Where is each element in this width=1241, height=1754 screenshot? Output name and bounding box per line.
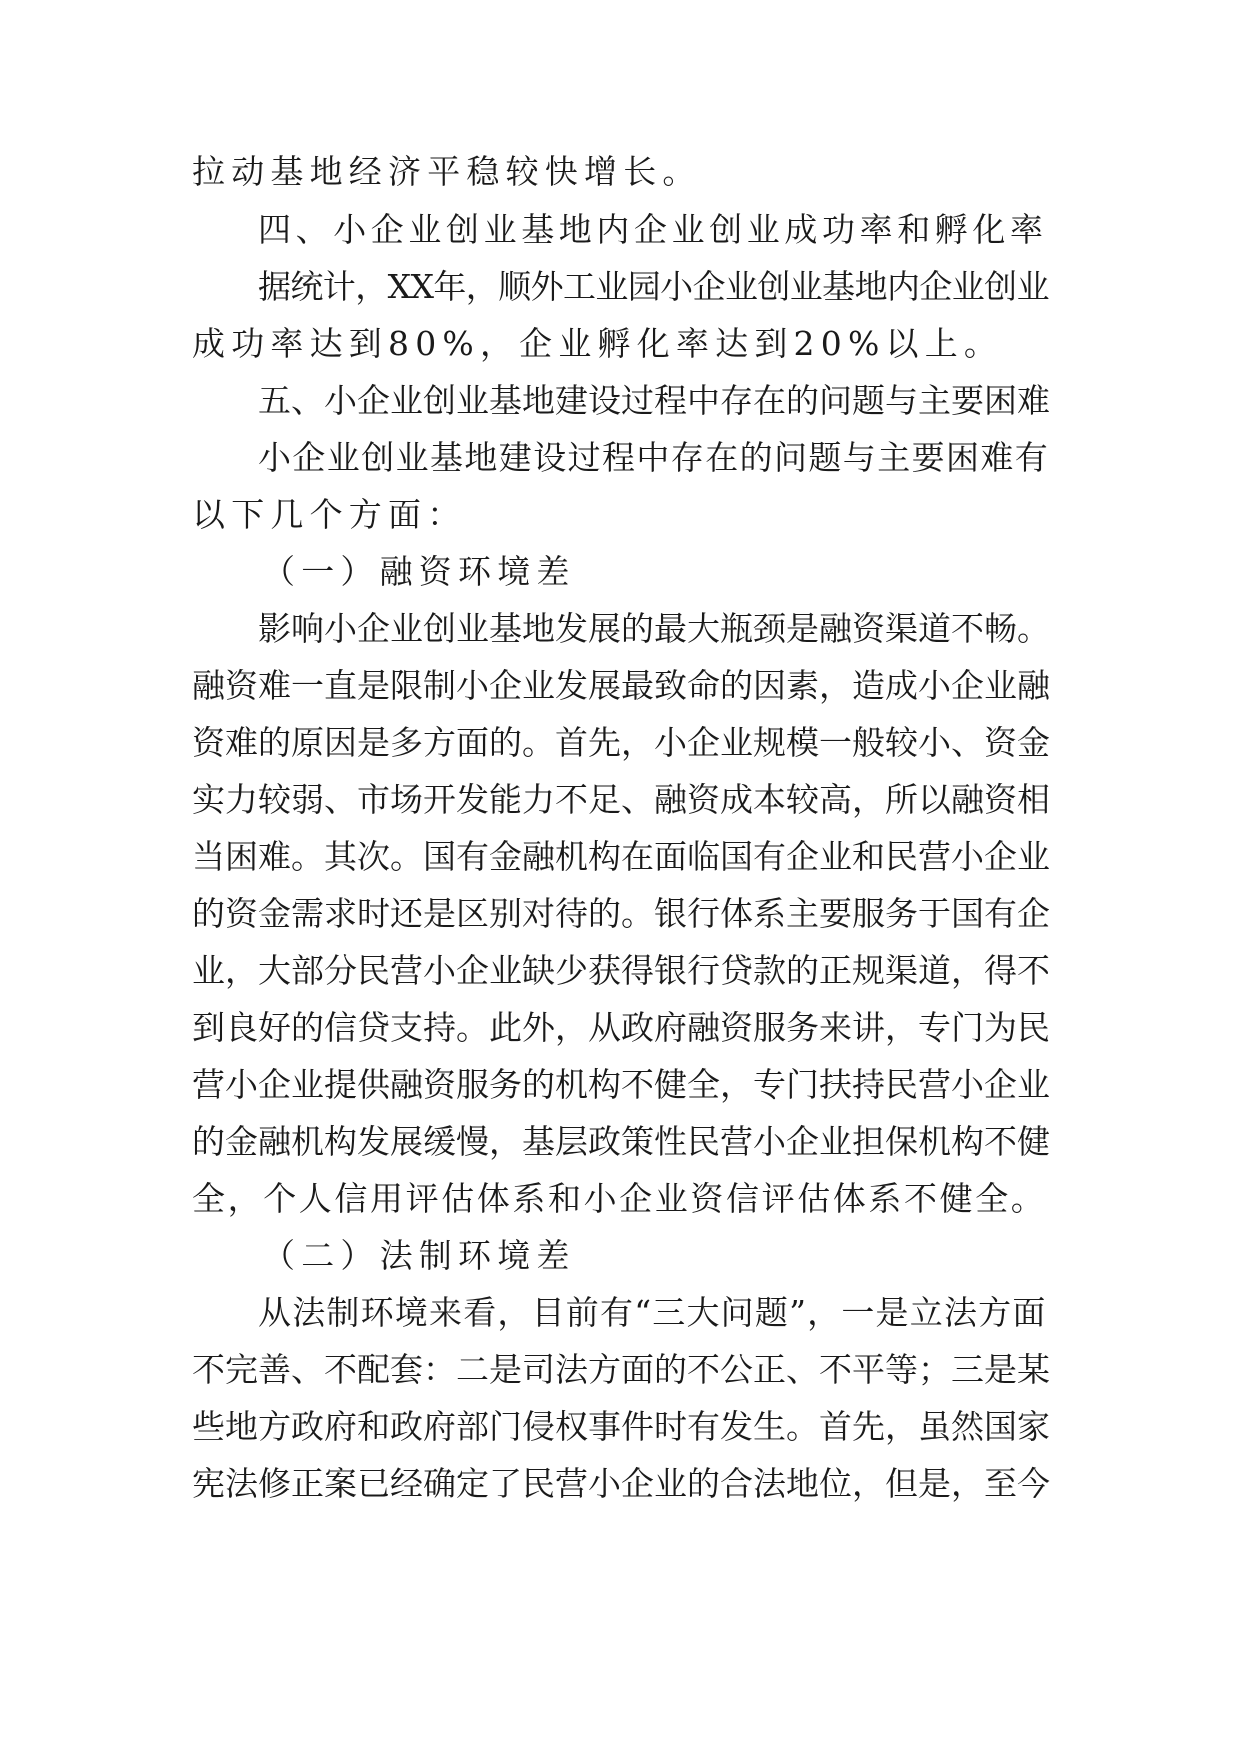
section-heading-4: 四、小企业创业基地内企业创业成功率和孵化率 xyxy=(258,210,1048,249)
paragraph-line: 业，大部分民营小企业缺少获得银行贷款的正规渠道，得不 xyxy=(192,951,1050,990)
paragraph-line: 全，个人信用评估体系和小企业资信评估体系不健全。 xyxy=(192,1179,1047,1218)
subsection-heading-2: （二）法制环境差 xyxy=(262,1236,576,1275)
paragraph-line: 拉动基地经济平稳较快增长。 xyxy=(192,152,702,191)
paragraph-line: 小企业创业基地建设过程中存在的问题与主要困难有 xyxy=(258,438,1050,477)
paragraph-line: 些地方政府和政府部门侵权事件时有发生。首先，虽然国家 xyxy=(192,1407,1050,1446)
paragraph-line: 实力较弱、市场开发能力不足、融资成本较高，所以融资相 xyxy=(192,780,1050,819)
paragraph-line: 当困难。其次。国有金融机构在面临国有企业和民营小企业 xyxy=(192,837,1050,876)
paragraph-line: 不完善、不配套：二是司法方面的不公正、不平等；三是某 xyxy=(192,1350,1050,1389)
paragraph-line: 融资难一直是限制小企业发展最致命的因素，造成小企业融 xyxy=(192,666,1050,705)
paragraph-line: 的金融机构发展缓慢，基层政策性民营小企业担保机构不健 xyxy=(192,1122,1050,1161)
subsection-heading-1: （一）融资环境差 xyxy=(262,552,576,591)
paragraph-line: 宪法修正案已经确定了民营小企业的合法地位，但是，至今 xyxy=(192,1464,1050,1503)
paragraph-line: 营小企业提供融资服务的机构不健全，专门扶持民营小企业 xyxy=(192,1065,1050,1104)
paragraph-line: 影响小企业创业基地发展的最大瓶颈是融资渠道不畅。 xyxy=(258,609,1050,648)
paragraph-line: 据统计，XX年，顺外工业园小企业创业基地内企业创业 xyxy=(258,267,1049,306)
paragraph-line: 到良好的信贷支持。此外，从政府融资服务来讲，专门为民 xyxy=(192,1008,1050,1047)
paragraph-line: 资难的原因是多方面的。首先，小企业规模一般较小、资金 xyxy=(192,723,1050,762)
paragraph-line: 从法制环境来看，目前有“三大问题”，一是立法方面 xyxy=(258,1293,1047,1332)
paragraph-line: 成功率达到80%，企业孵化率达到20%以上。 xyxy=(192,324,1004,363)
paragraph-line: 以下几个方面： xyxy=(192,495,467,534)
section-heading-5: 五、小企业创业基地建设过程中存在的问题与主要困难 xyxy=(258,381,1050,420)
paragraph-line: 的资金需求时还是区别对待的。银行体系主要服务于国有企 xyxy=(192,894,1050,933)
